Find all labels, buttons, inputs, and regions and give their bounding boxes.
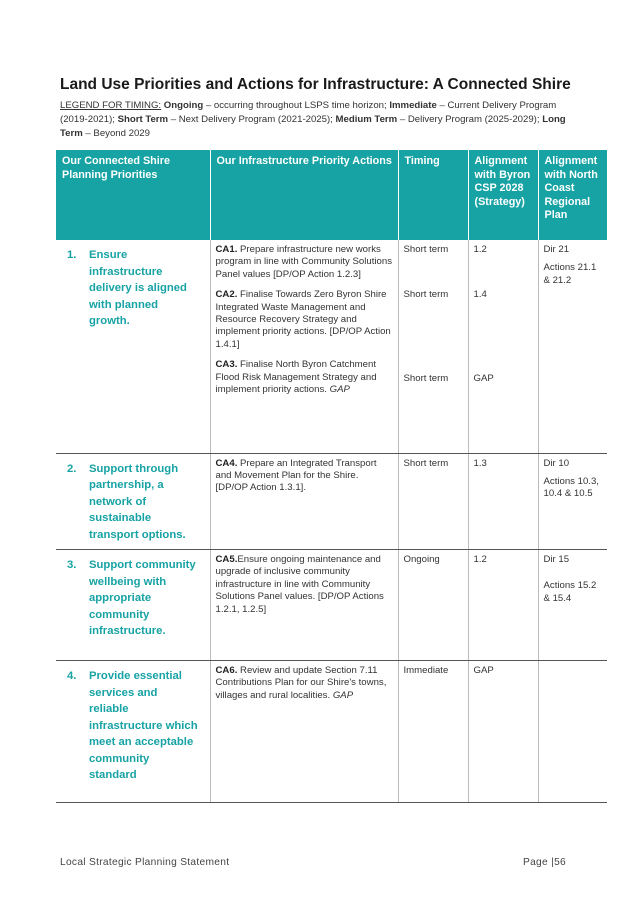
planning-priority — [61, 244, 205, 330]
timing-legend — [60, 99, 580, 141]
action-item — [216, 244, 393, 281]
table-body — [56, 240, 607, 803]
header-actions: Our Infrastructure Priority Actions — [210, 150, 398, 240]
page-number: Page |56 — [523, 857, 567, 868]
priority-text: Support through partnership, a network of sustainable transport options. — [89, 462, 186, 541]
priority-cell — [56, 240, 210, 453]
priority-cell — [56, 453, 210, 550]
action-code: CA2. — [215, 289, 238, 301]
priority-cell — [56, 550, 210, 661]
header-priorities: Our Connected Shire Planning Priorities — [56, 150, 210, 240]
action-item — [216, 458, 393, 495]
timing-cell — [398, 453, 468, 550]
actions-cell — [210, 661, 398, 803]
legend-long-desc: – Beyond 2029 — [82, 128, 150, 139]
ncrp-value: Actions 21.1 & 21.2 — [543, 262, 597, 286]
action-item — [216, 359, 393, 396]
action-code: CA5. — [215, 554, 238, 565]
action-code: CA4. — [215, 457, 238, 469]
gap-label: GAP — [332, 689, 354, 701]
planning-priority — [61, 554, 205, 640]
timing-value: Ongoing — [403, 554, 440, 565]
priority-number: 3. — [67, 559, 77, 571]
csp-value: 1.3 — [473, 457, 487, 469]
action-text: Review and update Section 7.11 Contributions Plan for our Shire's towns, villages and rural localities. — [215, 665, 387, 701]
csp-value: 1.2 — [473, 554, 487, 565]
timing-cell — [398, 661, 468, 803]
timing-cell — [398, 240, 468, 453]
planning-priority — [61, 665, 205, 784]
legend-short: Short Term — [117, 114, 169, 125]
timing-value: Immediate — [403, 665, 449, 676]
action-item — [216, 554, 393, 616]
actions-cell — [210, 550, 398, 661]
legend-ongoing: Ongoing — [163, 100, 204, 111]
table-row — [56, 240, 607, 453]
actions-cell — [210, 453, 398, 550]
priority-text: Provide essential services and reliable infrastructure which meet an acceptable community standard — [89, 670, 198, 781]
ncrp-value: Dir 10 — [543, 457, 570, 469]
action-item — [216, 665, 393, 702]
timing-value: Short term — [403, 457, 449, 469]
header-csp: Alignment with Byron CSP 2028 (Strategy) — [468, 150, 538, 240]
csp-value: 1.4 — [473, 289, 487, 301]
csp-cell — [468, 453, 538, 550]
table-row — [56, 453, 607, 550]
ncrp-cell — [538, 453, 607, 550]
timing-value: Short term — [403, 244, 449, 255]
csp-value: 1.2 — [473, 244, 487, 255]
timing-value: Short term — [403, 289, 449, 301]
footer-title: Local Strategic Planning Statement — [60, 857, 230, 868]
ncrp-value: Actions 15.2 & 15.4 — [543, 580, 597, 604]
legend-medium-desc: – Delivery Program (2025-2029); — [397, 114, 543, 125]
legend-long: Long Term — [60, 114, 566, 139]
priority-text: Support community wellbeing with appropriate community infrastructure. — [89, 559, 196, 637]
action-code: CA3. — [215, 359, 238, 371]
action-text: Finalise North Byron Catchment Flood Risk Management Strategy and implement priority actions. — [215, 359, 377, 396]
table-row — [56, 550, 607, 661]
table-row — [56, 661, 607, 803]
header-timing: Timing — [398, 150, 468, 240]
gap-label: GAP — [329, 384, 350, 396]
ncrp-cell — [538, 661, 607, 803]
ncrp-cell — [538, 240, 607, 453]
action-item — [216, 289, 393, 351]
ncrp-cell — [538, 550, 607, 661]
page-title: Land Use Priorities and Actions for Infrastructure: A Connected Shire — [60, 76, 571, 93]
priority-text: Ensure infrastructure delivery is aligned with planned growth. — [89, 249, 187, 327]
planning-priority — [61, 458, 205, 544]
priority-number: 1. — [67, 249, 77, 261]
timing-cell — [398, 550, 468, 661]
action-text: Prepare infrastructure new works program in line with Community Solutions Panel values [DP/OP Action 1.2.3] — [215, 244, 392, 280]
action-text: Ensure ongoing maintenance and upgrade of inclusive community infrastructure in line with Community Solutions Panel values. [DP/OP Actions 1.2.1, 1.2.5] — [215, 554, 384, 615]
ncrp-value: Dir 21 — [543, 244, 570, 255]
legend-immediate: Immediate — [389, 100, 437, 111]
csp-cell — [468, 661, 538, 803]
action-text: Finalise Towards Zero Byron Shire Integrated Waste Management and Resource Recovery Strategy and implement priority actions. [DP/OP Action 1.4.1] — [215, 289, 391, 350]
csp-cell — [468, 240, 538, 453]
ncrp-value: Dir 15 — [543, 554, 570, 565]
legend-medium: Medium Term — [335, 114, 398, 125]
ncrp-value: Actions 10.3, 10.4 & 10.5 — [543, 475, 599, 500]
action-code: CA1. — [215, 244, 238, 255]
legend-ongoing-desc: – occurring throughout LSPS time horizon; — [203, 100, 390, 111]
csp-value: GAP — [473, 665, 494, 676]
legend-short-desc: – Next Delivery Program (2021-2025); — [168, 114, 336, 125]
priority-number: 4. — [67, 670, 77, 682]
priority-number: 2. — [67, 462, 77, 475]
priorities-table — [56, 150, 607, 803]
csp-cell — [468, 550, 538, 661]
header-ncrp: Alignment with North Coast Regional Plan — [538, 150, 607, 240]
actions-cell — [210, 240, 398, 453]
legend-label: LEGEND FOR TIMING: — [60, 100, 162, 111]
action-text: Prepare an Integrated Transport and Movement Plan for the Shire. [DP/OP Action 1.3.1]. — [215, 457, 377, 494]
action-code: CA6. — [215, 665, 238, 676]
legend-immediate-desc: – Current Delivery Program (2019-2021); — [60, 100, 557, 125]
csp-value: GAP — [473, 372, 494, 384]
table-header-row — [56, 150, 607, 240]
timing-value: Short term — [403, 372, 449, 384]
priority-cell — [56, 661, 210, 803]
